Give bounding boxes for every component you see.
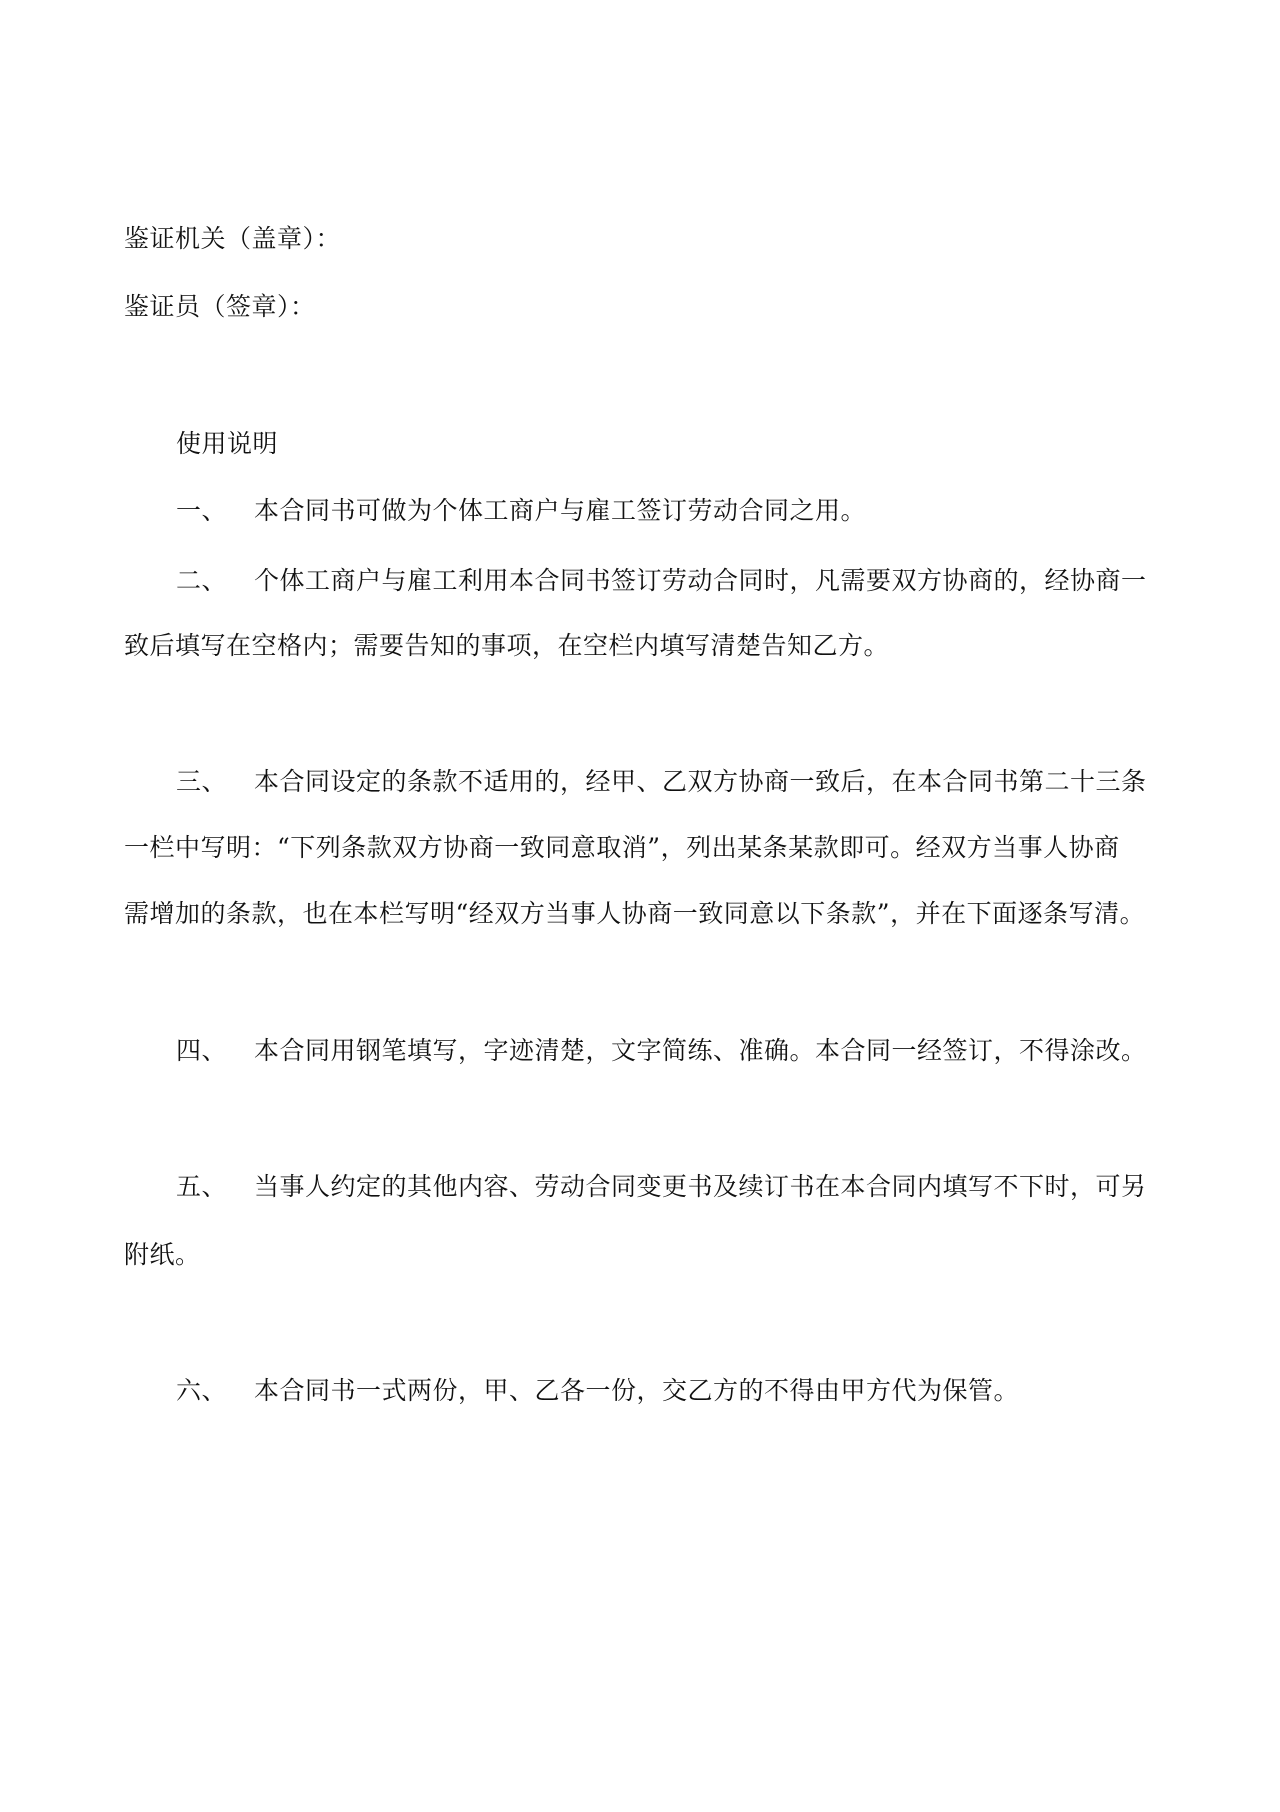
item-text: 本合同用钢笔填写，字迹清楚，文字简练、准确。本合同一经签订，不得涂改。 bbox=[254, 1036, 1147, 1065]
seal-authority-label: 鉴证机关（盖章）： bbox=[124, 224, 342, 253]
instruction-item-5 bbox=[176, 1172, 1147, 1202]
item-text: 本合同书可做为个体工商户与雇工签订劳动合同之用。 bbox=[254, 496, 867, 525]
instruction-item-4 bbox=[176, 1036, 1147, 1066]
item-text: 个体工商户与雇工利用本合同书签订劳动合同时，凡需要双方协商的，经协商一 bbox=[254, 566, 1147, 595]
item-text: 本合同设定的条款不适用的，经甲、乙双方协商一致后，在本合同书第二十三条 bbox=[254, 767, 1147, 796]
item-text: 当事人约定的其他内容、劳动合同变更书及续订书在本合同内填写不下时，可另 bbox=[254, 1172, 1147, 1201]
item-text: 本合同书一式两份，甲、乙各一份，交乙方的不得由甲方代为保管。 bbox=[254, 1376, 1020, 1405]
instruction-item-2-cont: 致后填写在空格内；需要告知的事项，在空栏内填写清楚告知乙方。 bbox=[124, 631, 890, 660]
instruction-item-2 bbox=[176, 566, 1147, 596]
instruction-item-1 bbox=[176, 496, 866, 526]
item-number: 六、 bbox=[176, 1376, 228, 1405]
instruction-item-3-cont-2: 需增加的条款，也在本栏写明“经双方当事人协商一致同意以下条款”，并在下面逐条写清。 bbox=[124, 899, 1146, 928]
item-number: 三、 bbox=[176, 767, 228, 796]
seal-officer-label: 鉴证员（签章）： bbox=[124, 292, 316, 321]
instructions-title: 使用说明 bbox=[176, 429, 279, 458]
instruction-item-6 bbox=[176, 1376, 1019, 1406]
instruction-item-5-cont: 附纸。 bbox=[124, 1240, 201, 1269]
item-number: 一、 bbox=[176, 496, 228, 525]
item-number: 五、 bbox=[176, 1172, 228, 1201]
item-number: 四、 bbox=[176, 1036, 228, 1065]
item-number: 二、 bbox=[176, 566, 228, 595]
instruction-item-3-cont-1: 一栏中写明：“下列条款双方协商一致同意取消”，列出某条某款即可。经双方当事人协商 bbox=[124, 833, 1120, 862]
instruction-item-3 bbox=[176, 767, 1147, 797]
